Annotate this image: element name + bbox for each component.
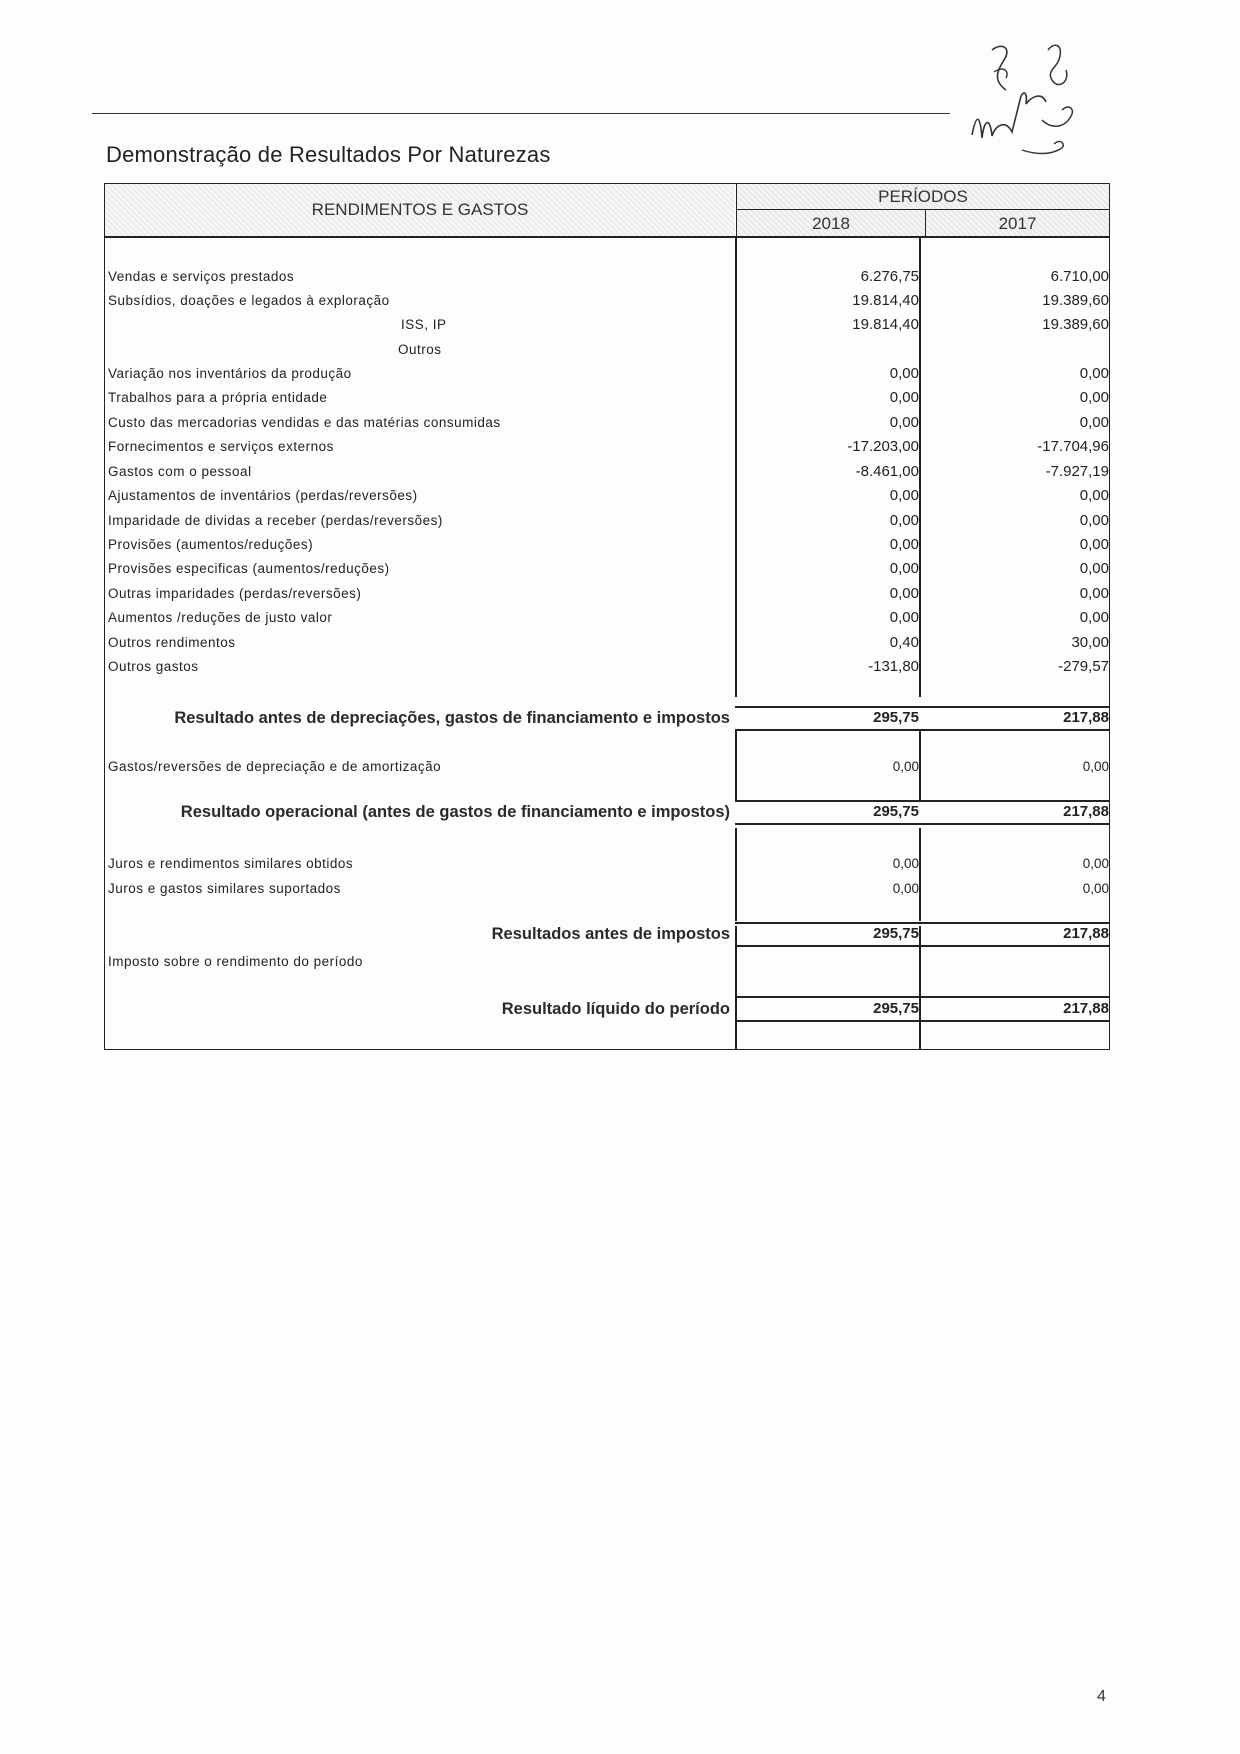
column-divider [735,828,737,921]
row-value-2018: -131,80 [868,658,919,675]
row-label: Trabalhos para a própria entidade [108,390,328,405]
row-value-2017: -279,57 [1058,658,1109,675]
total-rule [735,945,1110,947]
total-value-2017: 217,88 [1063,803,1109,820]
row-value-2018: 0,00 [889,536,919,553]
row-label: Ajustamentos de inventários (perdas/reversões) [108,488,418,503]
row-value-2018: -17.203,00 [847,438,919,455]
row-value-2018: 0,00 [892,881,919,896]
column-divider [919,729,921,800]
row-value-2018: 0,00 [889,487,919,504]
row-value-2017: -17.704,96 [1037,438,1109,455]
total-value-2017: 217,88 [1063,925,1109,942]
row-value-2017: 0,00 [1079,512,1109,529]
row-value-2017: -7.927,19 [1045,463,1109,480]
row-sublabel: ISS, IP [401,317,447,332]
total-rule [735,729,1110,731]
total-rule [735,800,1110,802]
total-value-2018: 295,75 [873,1000,919,1017]
column-header-2018: 2018 [736,210,925,237]
column-divider [735,729,737,800]
row-label: Juros e gastos similares suportados [108,881,341,896]
row-value-2018: -8.461,00 [855,463,919,480]
row-value-2017: 0,00 [1079,365,1109,382]
header-divider [104,236,1110,238]
row-value-2017: 0,00 [1079,536,1109,553]
column-divider [919,237,921,697]
page-title: Demonstração de Resultados Por Naturezas [106,142,551,167]
row-value-2017: 19.389,60 [1042,316,1109,333]
row-value-2017: 0,00 [1079,585,1109,602]
row-value-2017: 0,00 [1082,759,1109,774]
total-rule [735,922,1110,924]
row-label: Subsídios, doações e legados à exploração [108,293,390,308]
row-label: Outros rendimentos [108,635,236,650]
row-value-2017: 30,00 [1071,634,1109,651]
top-rule [92,113,950,114]
total-value-2017: 217,88 [1063,709,1109,726]
row-value-2017: 0,00 [1079,487,1109,504]
column-header-2017: 2017 [925,210,1109,237]
row-value-2018: 0,00 [889,560,919,577]
row-label: Variação nos inventários da produção [108,366,352,381]
row-label: Juros e rendimentos similares obtidos [108,856,354,871]
row-value-2017: 0,00 [1082,856,1109,871]
row-value-2017: 19.389,60 [1042,292,1109,309]
row-label: Gastos com o pessoal [108,464,252,479]
row-value-2017: 0,00 [1082,881,1109,896]
row-label: Provisões (aumentos/reduções) [108,537,314,552]
row-label: Gastos/reversões de depreciação e de amortização [108,759,442,774]
row-value-2018: 0,00 [892,856,919,871]
total-label: Resultado líquido do período [501,1000,730,1018]
row-value-2018: 0,00 [889,609,919,626]
row-value-2018: 6.276,75 [860,268,919,285]
row-label: Fornecimentos e serviços externos [108,439,334,454]
row-value-2018: 19.814,40 [852,292,919,309]
page-number: 4 [1097,1688,1106,1705]
row-value-2018: 0,00 [889,365,919,382]
total-rule [735,706,1110,708]
row-value-2018: 0,40 [889,634,919,651]
row-label: Imparidade de dividas a receber (perdas/reversões) [108,513,443,528]
row-value-2017: 0,00 [1079,414,1109,431]
row-label: Vendas e serviços prestados [108,269,295,284]
row-value-2018: 0,00 [889,585,919,602]
total-value-2018: 295,75 [873,925,919,942]
total-value-2018: 295,75 [873,709,919,726]
total-rule [735,996,1110,998]
total-rule [735,823,1110,825]
row-value-2018: 0,00 [889,512,919,529]
row-value-2018: 0,00 [889,414,919,431]
column-divider [919,828,921,921]
row-label: Imposto sobre o rendimento do período [108,954,363,969]
total-label: Resultados antes de impostos [491,925,730,943]
row-value-2017: 0,00 [1079,560,1109,577]
row-sublabel: Outros [398,342,442,357]
row-label: Outros gastos [108,659,199,674]
total-label: Resultado antes de depreciações, gastos de financiamento e impostos [174,709,730,727]
column-header-label: RENDIMENTOS E GASTOS [105,184,735,236]
row-label: Outras imparidades (perdas/reversões) [108,586,362,601]
total-value-2017: 217,88 [1063,1000,1109,1017]
column-divider [735,237,737,697]
total-value-2018: 295,75 [873,803,919,820]
row-value-2018: 0,00 [889,389,919,406]
row-value-2017: 6.710,00 [1050,268,1109,285]
row-value-2017: 0,00 [1079,389,1109,406]
row-label: Provisões especificas (aumentos/reduções) [108,561,390,576]
handwritten-signature [962,20,1102,170]
row-value-2018: 0,00 [892,759,919,774]
column-header-periods: PERÍODOS [736,184,1109,210]
total-label: Resultado operacional (antes de gastos de financiamento e impostos) [180,803,730,821]
row-value-2017: 0,00 [1079,609,1109,626]
row-label: Aumentos /reduções de justo valor [108,610,333,625]
row-value-2018: 19.814,40 [852,316,919,333]
row-label: Custo das mercadorias vendidas e das matérias consumidas [108,415,501,430]
total-rule [735,1020,1110,1022]
